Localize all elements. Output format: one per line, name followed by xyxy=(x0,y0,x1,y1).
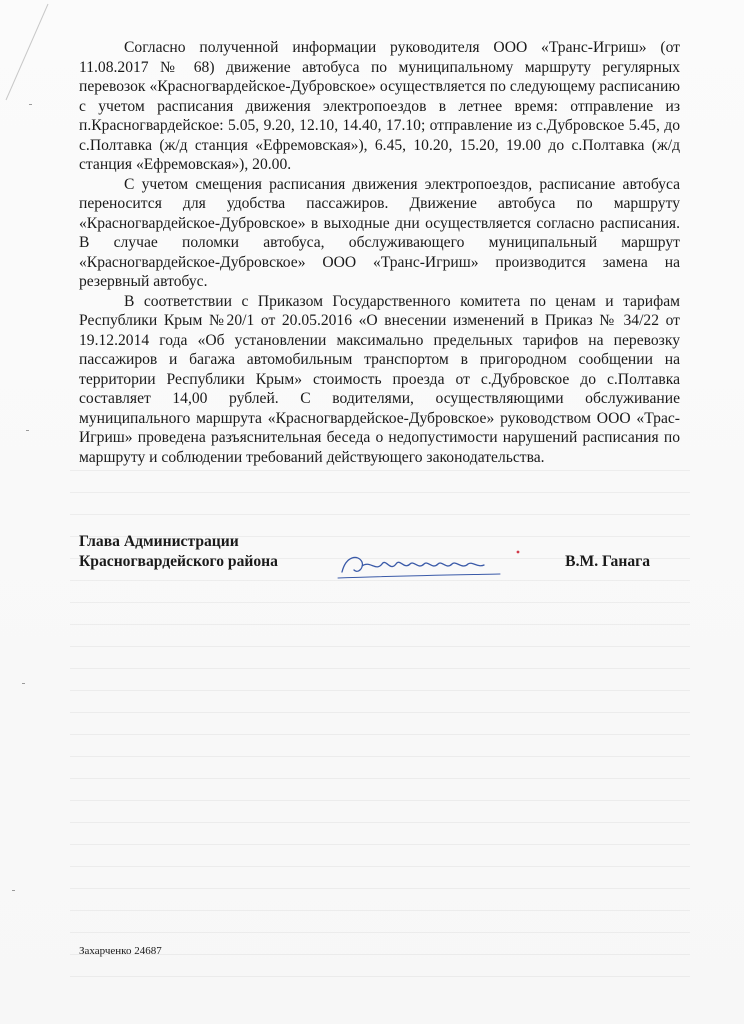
margin-mark xyxy=(26,430,29,431)
letter-body xyxy=(79,38,680,467)
signer-title-line-2: Красногвардейского района xyxy=(79,553,278,570)
executor-note: Захарченко 24687 xyxy=(79,945,162,957)
signer-name: В.М. Ганага xyxy=(565,553,650,570)
margin-mark xyxy=(22,683,25,684)
margin-mark xyxy=(29,104,32,105)
paragraph-weekend: С учетом смещения расписания движения электропоездов, расписание автобуса переносится для удобства пассажиров. Движение автобуса по маршруту «Красногвардейское-Дубровское» в выходные дни осуществляется согласно расписания. В случае поломки автобуса, обслуживающего муниципальный маршрут «Красногвардейское-Дубровское» ООО «Транс-Игриш» производится замена на резервный автобус. xyxy=(79,175,680,290)
handwritten-signature xyxy=(332,548,522,582)
scan-edge-line xyxy=(0,0,60,110)
paragraph-tariff: В соответствии с Приказом Государственного комитета по ценам и тарифам Республики Крым №20/1 от 20.05.2016 «О внесении изменений в Приказ № 34/22 от 19.12.2014 года «Об установлении максимально предельных тарифов на перевозку пассажиров и багажа автомобильным транспортом в пригородном сообщении на территории Республики Крым» стоимость проезда от с.Дубровское до с.Полтавка составляет 14,00 рублей. С водителями, осуществляющими обслуживание муниципального маршрута «Красногвардейское-Дубровское» руководством ООО «Трас-Игриш» проведена разъяснительная беседа о недопустимости нарушений расписания по маршруту и соблюдении требований действующего законодательства. xyxy=(79,292,680,466)
signer-title-line-1: Глава Администрации xyxy=(79,533,239,550)
paragraph-schedule: Согласно полученной информации руководителя ООО «Транс-Игриш» (от 11.08.2017 № 68) движение автобуса по муниципальному маршруту регулярных перевозок «Красногвардейское-Дубровское» осуществляется по следующему расписанию с учетом расписания движения электропоездов в летнее время: отправление из п.Красногвардейское: 5.05, 9.20, 12.10, 14.40, 17.10; отправление из с.Дубровское 5.45, до с.Полтавка (ж/д станция «Ефремовская»), 6.45, 10.20, 15.20, 19.00 до с.Полтавка (ж/д станция «Ефремовская»), 20.00. xyxy=(79,39,680,173)
margin-mark xyxy=(12,890,15,891)
